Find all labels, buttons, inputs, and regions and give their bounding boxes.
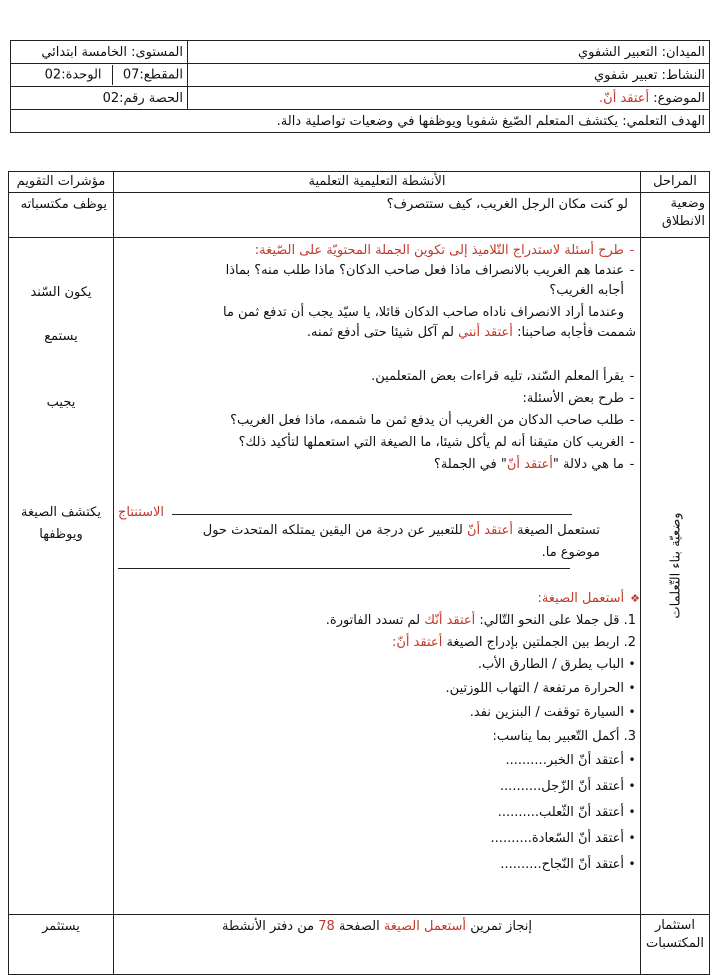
field-label: الميدان: التعبير الشفوي	[577, 44, 705, 60]
launch-stage: وضعية الانطلاق	[661, 196, 705, 229]
exercise-2: 2. اربط بين الجملتين بإدراج الصيغة أعتقد أنّ:	[391, 635, 636, 650]
unit-label: الوحدة:02	[44, 67, 102, 83]
indicator-discover: يكتشف الصيغة	[21, 505, 101, 520]
step-3: - طلب صاحب الدكان من الغريب أن يدفع ثمن ما شممه، ماذا فعل الغريب؟	[230, 412, 640, 430]
build-stage-cell	[641, 238, 710, 915]
conclusion-line-1: تستعمل الصيغة أعتقد أنّ للتعبير عن درجة من اليقين يمتلكه المتحدث حول	[202, 523, 600, 538]
session-label: الحصة رقم:02	[102, 90, 183, 106]
pair-2: • الحرارة مرتفعة / التهاب اللوزتين.	[446, 680, 640, 698]
conclusion-line-2: موضوع ما.	[541, 545, 600, 560]
conclusion-title: الاستنتاج	[118, 505, 165, 520]
invest-activity: إنجاز تمرين أستعمل الصيغة الصفحة 78 من دفتر الأنشطة	[221, 919, 533, 934]
launch-activity: لو كنت مكان الرجل الغريب، كيف ستتصرف؟	[386, 197, 628, 212]
invest-stage-line1: استثمار	[654, 918, 696, 933]
invest-activity-cell	[114, 915, 641, 975]
col-indicators: مؤشرات التقويم	[9, 172, 114, 193]
build-activity-cell	[114, 238, 641, 915]
level-cell	[11, 41, 188, 64]
invest-indicator: يستثمر	[42, 919, 80, 934]
topic-cell	[188, 87, 710, 110]
step-1: - يقرأ المعلم السّند، تليه قراءات بعض المتعلمين.	[371, 368, 640, 386]
indicator-answer: يجيب	[46, 395, 76, 410]
objective-text: الهدف التعلمي: يكتشف المتعلم الصّيغ شفويا ويوظفها في وضعيات تواصلية دالة.	[276, 113, 705, 129]
story-line-2: شممت فأجابه صاحبنا: أعتقد أنني لم آكل شيئا حتى أدفع ثمنه.	[306, 325, 636, 340]
indicator-support: يكون السّند	[30, 285, 92, 300]
launch-indicator-cell	[9, 193, 114, 238]
indicator-use: ويوظفها	[39, 527, 83, 542]
build-indicator-cell	[9, 238, 114, 915]
lesson-table	[8, 171, 710, 975]
conclusion-underline	[172, 514, 572, 515]
step-4: - الغريب كان متيقنا أنه لم يأكل شيئا، ما الصيغة التي استعملها لتأكيد ذلك؟	[239, 434, 640, 452]
indicator-listen: يستمع	[44, 329, 78, 344]
pair-3: • السيارة توقفت / البنزين نفد.	[470, 704, 640, 722]
story-line-1: وعندما أراد الانصراف ناداه صاحب الدكان قائلا، يا سيّد يجب أن تدفع ثمن ما	[222, 305, 624, 320]
completion-4: • أعتقد أنّ السّعادة..........	[491, 830, 640, 848]
activity-cell	[188, 64, 710, 87]
invest-stage-cell	[641, 915, 710, 975]
launch-activity-cell	[114, 193, 641, 238]
segment-label: المقطع:07	[122, 67, 183, 83]
exercise-1: 1. قل جملا على النحو التّالي: أعتقد أنّك لم تسدد الفاتورة.	[325, 613, 636, 628]
field-cell	[188, 41, 710, 64]
session-cell	[11, 87, 188, 110]
use-title: ❖أستعمل الصيغة:	[537, 591, 640, 606]
level-label: المستوى: الخامسة ابتدائي	[41, 44, 183, 60]
meaning-question: - ما هي دلالة "أعتقد أنّ" في الجملة؟	[434, 456, 640, 474]
invest-stage-line2: المكتسبات	[646, 935, 704, 951]
step-2: - طرح بعض الأسئلة:	[523, 390, 641, 408]
exercise-3: 3. أكمل التّعبير بما يناسب:	[492, 729, 636, 744]
conclusion-rule	[118, 568, 570, 569]
launch-indicator: يوظف مكتسباته	[20, 197, 107, 212]
question-1-cont: أجابه الغريب؟	[549, 283, 624, 298]
topic-value: أعتقد أنّ.	[599, 90, 650, 106]
topic-label: الموضوع:	[653, 90, 705, 106]
pair-1: • الباب يطرق / الطارق الأب.	[478, 656, 640, 674]
launch-stage-cell	[641, 193, 710, 238]
activity-label: النشاط: تعبير شفوي	[594, 67, 705, 83]
col-stages: المراحل	[641, 172, 710, 193]
completion-3: • أعتقد أنّ الثّعلب..........	[498, 804, 640, 822]
objective-cell	[11, 110, 710, 133]
intro-title: - طرح أسئلة لاستدراج التّلاميذ إلى تكوين الجملة المحتويّة على الصّيغة:	[255, 242, 640, 260]
completion-5: • أعتقد أنّ النّجاح..........	[500, 856, 640, 874]
col-activities: الأنشطة التعليمية التعلمية	[114, 172, 641, 193]
segment-unit-cell	[11, 64, 188, 87]
build-stage: وضعيّة بناء التّعلمات	[668, 512, 684, 619]
invest-indicator-cell	[9, 915, 114, 975]
completion-1: • أعتقد أنّ الخبر..........	[506, 752, 641, 770]
completion-2: • أعتقد أنّ الزّجل..........	[500, 778, 640, 796]
question-1: - عندما هم الغريب بالانصراف ماذا فعل صاحب الدكان؟ ماذا طلب منه؟ بماذا	[226, 262, 640, 280]
header-table	[10, 40, 710, 133]
